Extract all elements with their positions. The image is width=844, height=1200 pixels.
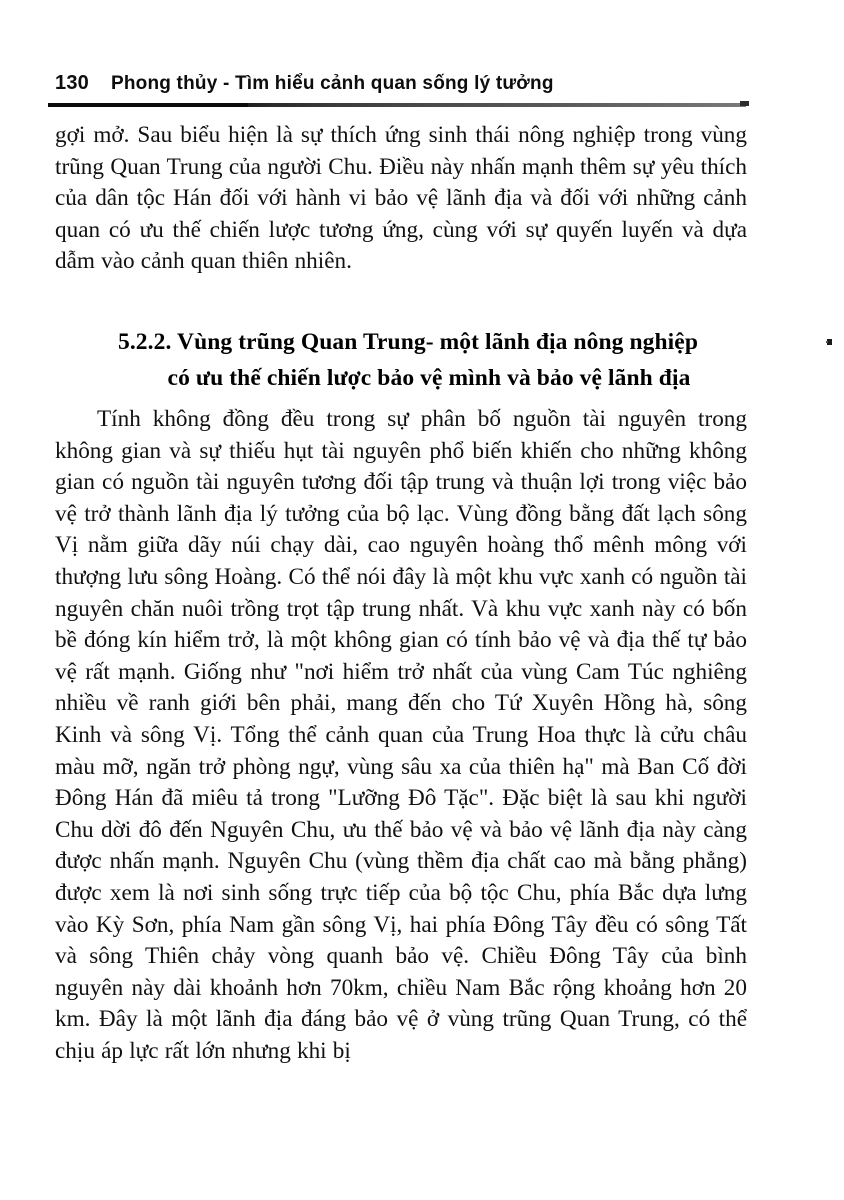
- section-heading-line-1: 5.2.2. Vùng trũng Quan Trung- một lãnh địa nông nghiệp: [117, 329, 699, 355]
- header-rule-tail-mark: [740, 101, 749, 106]
- header-rule-divider: [48, 103, 746, 107]
- paragraph-body: Tính không đồng đều trong sự phân bố nguồn tài nguyên trong không gian và sự thiếu hụt tài nguyên phổ biến khiến cho những không gian có nguồn tài nguyên tương đối tập trung và thuận lợi trong việc bảo vệ trở thành lãnh địa lý tưởng của bộ lạc. Vùng đồng bằng đất lạch sông Vị nằm giữa dãy núi chạy dài, cao nguyên hoàng thổ mênh mông với thượng lưu sông Hoàng. Có thể nói đây là một khu vực xanh có nguồn tài nguyên chăn nuôi trồng trọt tập trung nhất. Và khu vực xanh này có bốn bề đóng kín hiểm trở, là một không gian có tính bảo vệ và địa thế tự bảo vệ rất mạnh. Giống như "nơi hiểm trở nhất của vùng Cam Túc nghiêng nhiều về ranh giới bên phải, mang đến cho Tứ Xuyên Hồng hà, sông Kinh và sông Vị. Tổng thể cảnh quan của Trung Hoa thực là cửu châu màu mỡ, ngăn trở phòng ngự, vùng sâu xa của thiên hạ" mà Ban Cố đời Đông Hán đã miêu tả trong "Lưỡng Đô Tặc". Đặc biệt là sau khi người Chu dời đô đến Nguyên Chu, ưu thế bảo vệ và bảo vệ lãnh địa này càng được nhấn mạnh. Nguyên Chu (vùng thềm địa chất cao mà bằng phẳng) được xem là nơi sinh sống trực tiếp của bộ tộc Chu, phía Bắc dựa lưng vào Kỳ Sơn, phía Nam gần sông Vị, hai phía Đông Tây đều có sông Tất và sông Thiên chảy vòng quanh bảo vệ. Chiều Đông Tây của bình nguyên này dài khoảnh hơn 70km, chiều Nam Bắc rộng khoảng hơn 20 km. Đây là một lãnh địa đáng bảo vệ ở vùng trũng Quan Trung, có thể chịu áp lực rất lớn nhưng khi bị: [55, 406, 747, 1064]
- section-heading-line-2: có ưu thế chiến lược bảo vệ mình và bảo vệ lãnh địa: [167, 365, 691, 391]
- paragraph-text: [55, 404, 747, 1067]
- running-head-title: Phong thủy - Tìm hiểu cảnh quan sống lý tưởng: [110, 73, 554, 94]
- paragraph-block-section-body: [55, 404, 747, 1067]
- paragraph-text: gợi mở. Sau biểu hiện là sự thích ứng sinh thái nông nghiệp trong vùng trũng Quan Trung của người Chu. Điều này nhấn mạnh thêm sự yêu thích của dân tộc Hán đối với hành vi bảo vệ lãnh địa và đối với những cảnh quan có ưu thế chiến lược tương ứng, cùng với sự quyến luyến và dựa dẫm vào cảnh quan thiên nhiên.: [55, 122, 747, 275]
- scan-artifact-speck: [827, 339, 832, 345]
- section-heading: [55, 324, 747, 396]
- paragraph-block-continuation: [55, 120, 747, 278]
- page-number: 130: [55, 72, 89, 94]
- running-head: [55, 72, 755, 98]
